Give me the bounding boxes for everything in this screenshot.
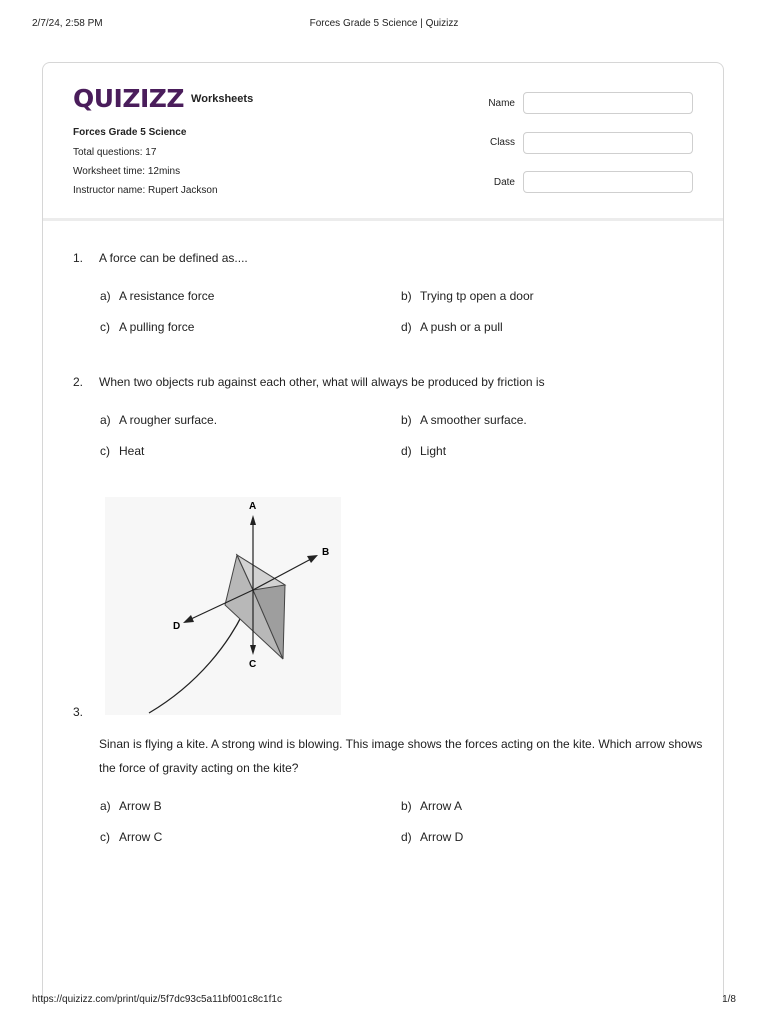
option-3c[interactable] xyxy=(100,830,162,844)
option-letter: c) xyxy=(100,444,110,458)
kite-forces-image xyxy=(103,495,343,717)
date-label: Date xyxy=(493,177,515,188)
option-text: Trying tp open a door xyxy=(420,289,534,303)
option-text: A resistance force xyxy=(119,289,215,303)
option-2a[interactable] xyxy=(100,413,217,427)
option-text: Heat xyxy=(119,444,145,458)
option-letter: c) xyxy=(100,320,110,334)
question-text: A force can be defined as.... xyxy=(99,251,248,265)
arrow-c-label: C xyxy=(249,659,257,670)
class-label: Class xyxy=(489,137,515,148)
option-letter: c) xyxy=(100,830,110,844)
arrow-d-label: D xyxy=(173,621,181,632)
print-header xyxy=(32,18,736,32)
print-url: https://quizizz.com/print/quiz/5f7dc93c5a11bf001c8c1f1c xyxy=(32,994,282,1005)
option-letter: a) xyxy=(100,413,111,427)
image-background xyxy=(105,497,341,715)
option-2b[interactable] xyxy=(401,413,527,427)
date-field[interactable] xyxy=(523,171,693,193)
print-title: Forces Grade 5 Science | Quizizz xyxy=(309,18,459,29)
question-number: 1. xyxy=(73,251,84,265)
option-text: Arrow A xyxy=(420,799,463,813)
option-text: A rougher surface. xyxy=(119,413,218,427)
option-letter: b) xyxy=(401,413,412,427)
option-3d[interactable] xyxy=(401,830,463,844)
total-questions: Total questions: 17 xyxy=(73,147,157,158)
question-number: 3. xyxy=(73,705,84,719)
option-1d[interactable] xyxy=(401,320,503,334)
option-letter: d) xyxy=(401,830,412,844)
option-1b[interactable] xyxy=(401,289,534,303)
name-label: Name xyxy=(488,98,515,109)
option-letter: a) xyxy=(100,289,111,303)
name-field[interactable] xyxy=(523,92,693,114)
option-text: A smoother surface. xyxy=(420,413,527,427)
option-3b[interactable] xyxy=(401,799,462,813)
option-text: Light xyxy=(420,444,447,458)
worksheet-card xyxy=(42,62,724,1002)
question-text: Sinan is flying a kite. A strong wind is blowing. This image shows the forces acting on the kite. Which arrow shows the force of gravity acting on the kite? xyxy=(99,737,703,775)
option-text: A push or a pull xyxy=(420,320,503,334)
arrow-a-label: A xyxy=(249,501,257,512)
class-field[interactable] xyxy=(523,132,693,154)
option-2c[interactable] xyxy=(100,444,144,458)
worksheet-time: Worksheet time: 12mins xyxy=(73,166,181,177)
print-footer xyxy=(32,994,736,1008)
option-3a[interactable] xyxy=(100,799,162,813)
print-date: 2/7/24, 2:58 PM xyxy=(32,18,103,29)
question-text: When two objects rub against each other, what will always be produced by friction is xyxy=(99,375,545,389)
worksheet-header xyxy=(43,63,723,221)
option-letter: a) xyxy=(100,799,111,813)
arrow-b-label: B xyxy=(322,547,330,558)
option-text: Arrow C xyxy=(119,830,163,844)
option-text: A pulling force xyxy=(119,320,195,334)
worksheets-label: Worksheets xyxy=(191,93,254,105)
option-1a[interactable] xyxy=(100,289,214,303)
question-number: 2. xyxy=(73,375,84,389)
option-text: Arrow D xyxy=(420,830,464,844)
option-letter: d) xyxy=(401,444,412,458)
page-number: 1/8 xyxy=(722,994,736,1005)
option-letter: d) xyxy=(401,320,412,334)
option-1c[interactable] xyxy=(100,320,194,334)
option-text: Arrow B xyxy=(119,799,162,813)
option-2d[interactable] xyxy=(401,444,446,458)
quiz-title: Forces Grade 5 Science xyxy=(73,127,187,138)
instructor-name: Instructor name: Rupert Jackson xyxy=(73,185,218,196)
quizizz-logo xyxy=(73,83,253,113)
option-letter: b) xyxy=(401,799,412,813)
brand-wordmark: QUIZIZZ xyxy=(73,83,185,113)
option-letter: b) xyxy=(401,289,412,303)
